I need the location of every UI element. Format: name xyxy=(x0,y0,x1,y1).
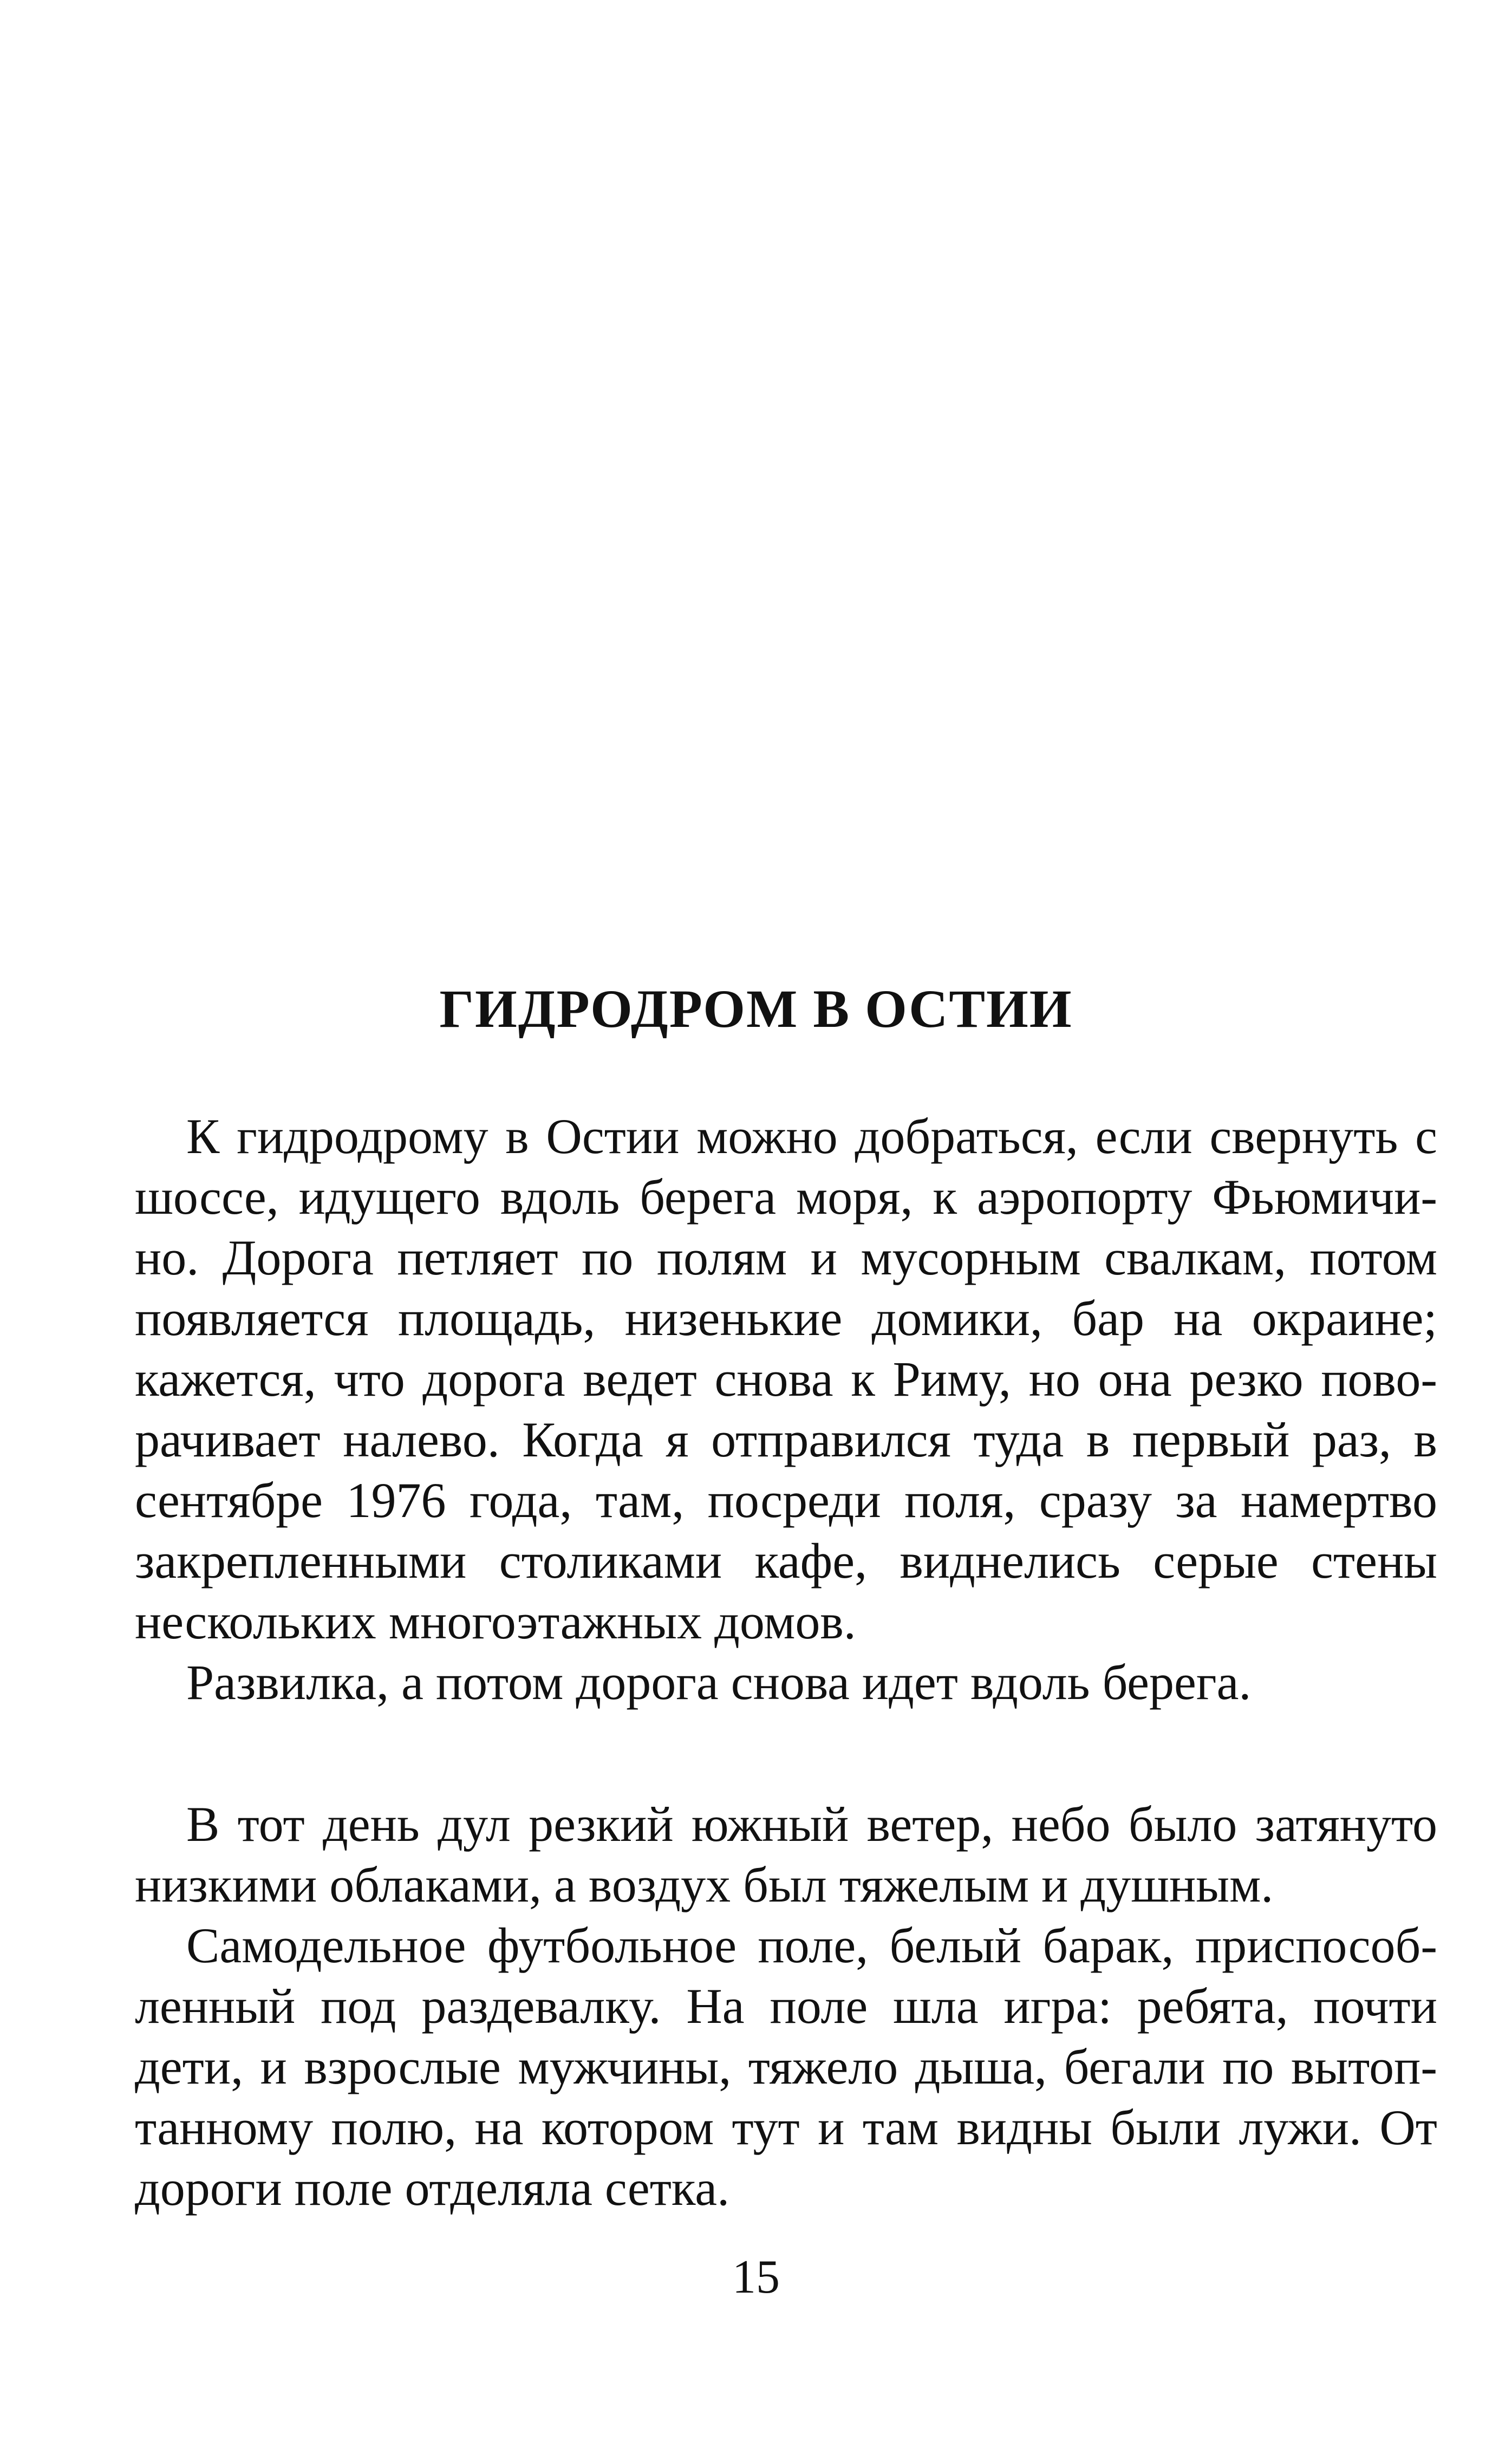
text-line: нескольких многоэтажных домов. xyxy=(135,1594,856,1649)
text-line: сентябре 1976 года, там, посреди поля, сразу за намертво xyxy=(135,1473,1437,1528)
text-line: рачивает налево. Когда я отправился туда в первый раз, в xyxy=(135,1412,1437,1467)
text-line: Самодельное футбольное поле, белый барак, приспособ- xyxy=(186,1918,1437,1973)
text-section-2 xyxy=(83,1794,1437,2218)
paragraph xyxy=(83,1915,1437,2218)
text-line: танному полю, на котором тут и там видны были лужи. От xyxy=(135,2100,1437,2155)
text-line: закрепленными столиками кафе, виднелись серые стены xyxy=(135,1533,1437,1589)
text-line: но. Дорога петляет по полям и мусорным свалкам, потом xyxy=(135,1230,1437,1285)
text-line: дети, и взрослые мужчины, тяжело дыша, бегали по вытоп- xyxy=(135,2039,1437,2094)
chapter-title: ГИДРОДРОМ В ОСТИИ xyxy=(439,979,1073,1039)
paragraph xyxy=(83,1794,1437,1915)
text-line: В тот день дул резкий южный ветер, небо было затянуто xyxy=(186,1796,1437,1852)
paragraph xyxy=(83,1106,1437,1652)
text-section-1 xyxy=(83,1106,1437,1713)
text-line: низкими облаками, а воздух был тяжелым и душным. xyxy=(135,1857,1274,1912)
page-number: 15 xyxy=(732,2251,780,2303)
paragraph xyxy=(83,1652,1437,1713)
text-line: К гидродрому в Остии можно добраться, если свернуть с xyxy=(186,1109,1437,1164)
text-line: Развилка, а потом дорога снова идет вдоль берега. xyxy=(186,1655,1252,1710)
text-line: дороги поле отделяла сетка. xyxy=(135,2160,730,2216)
text-line: кажется, что дорога ведет снова к Риму, но она резко пово- xyxy=(135,1351,1437,1407)
text-line: шоссе, идущего вдоль берега моря, к аэропорту Фьюмичи- xyxy=(135,1169,1437,1225)
text-line: ленный под раздевалку. На поле шла игра: ребята, почти xyxy=(135,1978,1437,2034)
text-line: появляется площадь, низенькие домики, бар на окраине; xyxy=(135,1291,1437,1346)
